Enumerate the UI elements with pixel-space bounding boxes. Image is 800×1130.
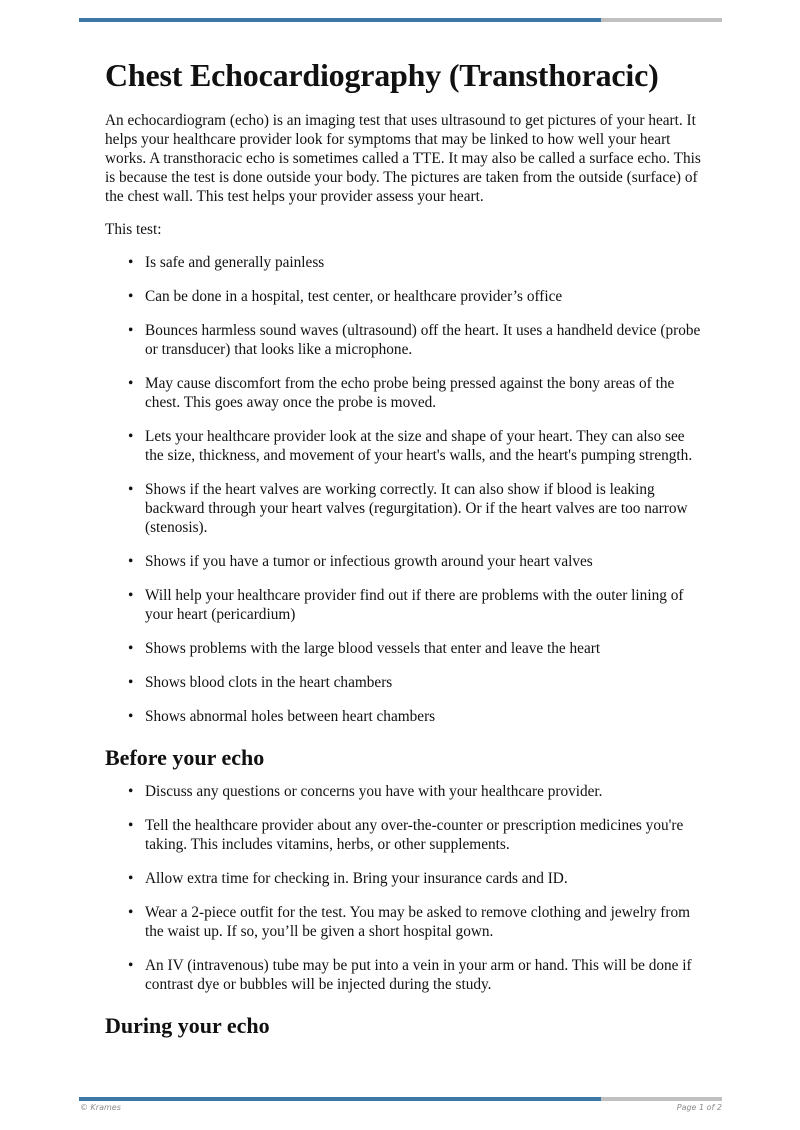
list-item-text: Shows if you have a tumor or infectious growth around your heart valves: [145, 553, 593, 570]
bullet-icon: •: [128, 817, 134, 834]
bullet-icon: •: [128, 674, 134, 691]
bullet-icon: •: [128, 553, 134, 570]
footer-rule-accent: [79, 1097, 601, 1101]
list-item: [128, 287, 705, 306]
bullet-icon: •: [128, 254, 134, 271]
list-item-text: Shows if the heart valves are working correctly. It can also show if blood is leaking backward through your heart valves (regurgitation). Or if the heart valves are too narrow (stenosis).: [145, 481, 688, 536]
test-list: [105, 253, 705, 726]
list-item: [128, 903, 705, 941]
footer-page-number: Page 1 of 2: [676, 1103, 722, 1112]
list-item-text: Shows blood clots in the heart chambers: [145, 674, 393, 691]
list-item-text: Can be done in a hospital, test center, or healthcare provider’s office: [145, 288, 563, 305]
list-item-text: Lets your healthcare provider look at the size and shape of your heart. They can also see the size, thickness, and movement of your heart's walls, and the heart's pumping strength.: [145, 428, 693, 464]
list-item-text: Allow extra time for checking in. Bring your insurance cards and ID.: [145, 870, 568, 887]
list-item: [128, 707, 705, 726]
header-rule-track: [601, 18, 722, 22]
bullet-icon: •: [128, 904, 134, 921]
bullet-icon: •: [128, 957, 134, 974]
list-item: [128, 253, 705, 272]
list-item-text: Shows abnormal holes between heart chambers: [145, 708, 436, 725]
list-item: [128, 552, 705, 571]
list-item-text: Is safe and generally painless: [145, 254, 325, 271]
section-heading-during: During your echo: [105, 1013, 270, 1038]
footer-rule-track: [601, 1097, 722, 1101]
list-item: [128, 427, 705, 465]
bullet-icon: •: [128, 322, 134, 339]
list-item: [128, 673, 705, 692]
list-item-text: Tell the healthcare provider about any over-the-counter or prescription medicines you're taking. This includes vitamins, herbs, or other supplements.: [145, 817, 684, 853]
list-item: [128, 816, 705, 854]
bullet-icon: •: [128, 587, 134, 604]
list-item-text: Discuss any questions or concerns you have with your healthcare provider.: [145, 783, 603, 800]
list-item: [128, 374, 705, 412]
list-item: [128, 321, 705, 359]
list-item-text: Bounces harmless sound waves (ultrasound) off the heart. It uses a handheld device (probe or transducer) that looks like a microphone.: [145, 322, 701, 358]
header-rule-accent: [79, 18, 601, 22]
document-body: [105, 55, 705, 1050]
bullet-icon: •: [128, 481, 134, 498]
list-item-text: Wear a 2-piece outfit for the test. You may be asked to remove clothing and jewelry from the waist up. If so, you’ll be given a short hospital gown.: [145, 904, 691, 940]
footer-rule: [79, 1097, 722, 1101]
intro-paragraph: An echocardiogram (echo) is an imaging test that uses ultrasound to get pictures of your heart. It helps your healthcare provider look for symptoms that may be linked to how well your heart works. A transthoracic echo is sometimes called a TTE. It may also be called a surface echo. This is because the test is done outside your body. The pictures are taken from the outside (surface) of the chest wall. This test helps your provider assess your heart.: [105, 112, 701, 205]
list-item-text: Will help your healthcare provider find out if there are problems with the outer lining of your heart (pericardium): [145, 587, 684, 623]
before-list: [105, 782, 705, 994]
list-item: [128, 782, 705, 801]
bullet-icon: •: [128, 708, 134, 725]
bullet-icon: •: [128, 428, 134, 445]
list-item: [128, 956, 705, 994]
bullet-icon: •: [128, 870, 134, 887]
page-title: Chest Echocardiography (Transthoracic): [105, 57, 659, 93]
list-item: [128, 639, 705, 658]
footer-copyright: © Krames: [80, 1103, 121, 1112]
list-item-text: An IV (intravenous) tube may be put into a vein in your arm or hand. This will be done if contrast dye or bubbles will be injected during the study.: [145, 957, 692, 993]
section-heading-before: Before your echo: [105, 745, 265, 770]
bullet-icon: •: [128, 288, 134, 305]
list-item: [128, 586, 705, 624]
list-item-text: May cause discomfort from the echo probe being pressed against the bony areas of the chest. This goes away once the probe is moved.: [145, 375, 675, 411]
test-lead: This test:: [105, 221, 162, 238]
list-item: [128, 480, 705, 537]
list-item-text: Shows problems with the large blood vessels that enter and leave the heart: [145, 640, 601, 657]
bullet-icon: •: [128, 375, 134, 392]
bullet-icon: •: [128, 640, 134, 657]
bullet-icon: •: [128, 783, 134, 800]
list-item: [128, 869, 705, 888]
header-rule: [79, 18, 722, 22]
